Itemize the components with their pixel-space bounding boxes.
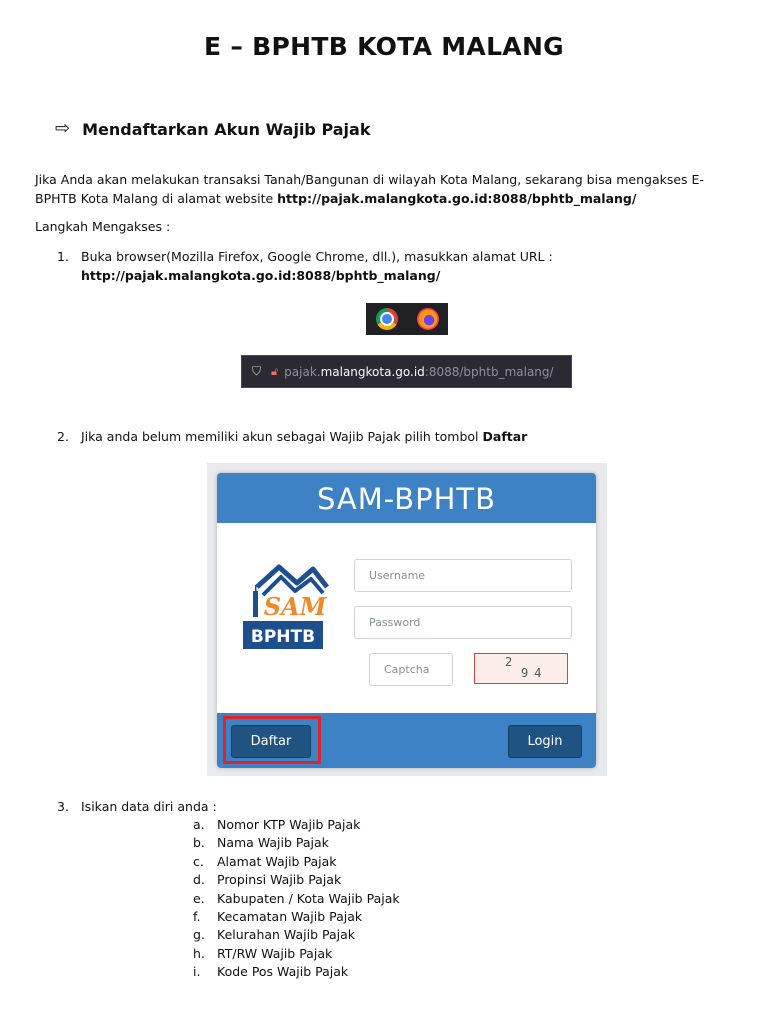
arrow-right-icon: ⇨ [55, 118, 71, 139]
list-letter: a. [193, 817, 205, 832]
captcha-char-bottom: 94 [521, 666, 548, 680]
list-item [193, 816, 400, 834]
list-item [193, 945, 400, 963]
list-letter: c. [193, 853, 204, 869]
username-input[interactable]: Username [354, 559, 572, 592]
step-text: Buka browser(Mozilla Firefox, Google Chrome, dll.), masukkan alamat URL : [81, 249, 553, 264]
step-number: 2. [57, 429, 69, 444]
sam-bphtb-logo [243, 557, 329, 651]
list-letter: g. [193, 927, 205, 943]
step-text: Jika anda belum memiliki akun sebagai Wajib Pajak pilih tombol [81, 429, 483, 444]
browser-url-bar [241, 355, 572, 388]
url-host: malangkota.go.id [320, 364, 425, 379]
list-text: Kabupaten / Kota Wajib Pajak [217, 890, 400, 906]
step-content [81, 247, 553, 285]
firefox-icon [417, 308, 439, 330]
browser-icons-strip [366, 303, 448, 335]
logo-text-bphtb: BPHTB [250, 627, 316, 647]
step-bold: Daftar [482, 429, 528, 444]
list-text: Kecamatan Wajib Pajak [217, 909, 363, 925]
intro-paragraph [35, 170, 740, 208]
login-header-title: SAM-BPHTB [217, 473, 596, 523]
step-item [57, 797, 217, 816]
step-content [81, 427, 527, 446]
password-input[interactable]: Password [354, 606, 572, 639]
step-item [57, 427, 527, 446]
list-text: Nomor KTP Wajib Pajak [217, 817, 361, 832]
step-url: http://pajak.malangkota.go.id:8088/bphtb_malang/ [81, 268, 441, 283]
intro-url: http://pajak.malangkota.go.id:8088/bphtb_malang/ [277, 191, 637, 206]
list-letter: h. [193, 945, 205, 961]
list-item [193, 908, 400, 926]
section-heading [55, 118, 370, 140]
list-text: Kelurahan Wajib Pajak [217, 927, 356, 943]
list-letter: d. [193, 872, 205, 888]
list-text: Alamat Wajib Pajak [217, 853, 337, 869]
logo-text-sam: SAM [263, 592, 327, 621]
document-title: E – BPHTB KOTA MALANG [203, 32, 564, 61]
list-item [193, 890, 400, 908]
url-rest: :8088/bphtb_malang/ [424, 364, 554, 379]
list-letter: e. [193, 890, 205, 906]
captcha-image [474, 653, 568, 684]
captcha-char-top: 2 [505, 655, 513, 669]
step-number: 3. [57, 799, 69, 814]
list-item [193, 834, 400, 852]
chrome-icon [376, 308, 398, 330]
daftar-button[interactable]: Daftar [231, 725, 311, 758]
list-text: Propinsi Wajib Pajak [217, 872, 342, 888]
step-item [57, 247, 557, 285]
step-text: Isikan data diri anda : [81, 799, 217, 814]
shield-icon: ⛉ [252, 364, 262, 378]
list-letter: b. [193, 835, 205, 851]
data-fields-list [193, 816, 400, 982]
list-text: RT/RW Wajib Pajak [217, 945, 333, 961]
url-prefix: pajak. [284, 364, 321, 379]
daftar-highlight-box [223, 716, 321, 764]
list-item [193, 963, 400, 981]
captcha-input[interactable]: Captcha [369, 653, 453, 686]
list-text: Nama Wajib Pajak [217, 835, 329, 851]
step-number: 1. [57, 249, 69, 264]
list-item [193, 853, 400, 871]
list-letter: i. [193, 964, 201, 980]
steps-heading: Langkah Mengakses : [35, 219, 171, 234]
list-text: Kode Pos Wajib Pajak [217, 964, 349, 980]
section-heading-text: Mendaftarkan Akun Wajib Pajak [82, 119, 371, 139]
list-letter: f. [193, 909, 201, 925]
list-item [193, 871, 400, 889]
list-item [193, 926, 400, 944]
login-button[interactable]: Login [508, 725, 582, 758]
insecure-lock-icon: 🔓︎ [271, 364, 279, 378]
intro-text: Jika Anda akan melakukan transaksi Tanah/Bangunan di wilayah Kota Malang, sekarang bisa mengakses E-BPHTB Kota Malang di alamat website [35, 172, 704, 206]
